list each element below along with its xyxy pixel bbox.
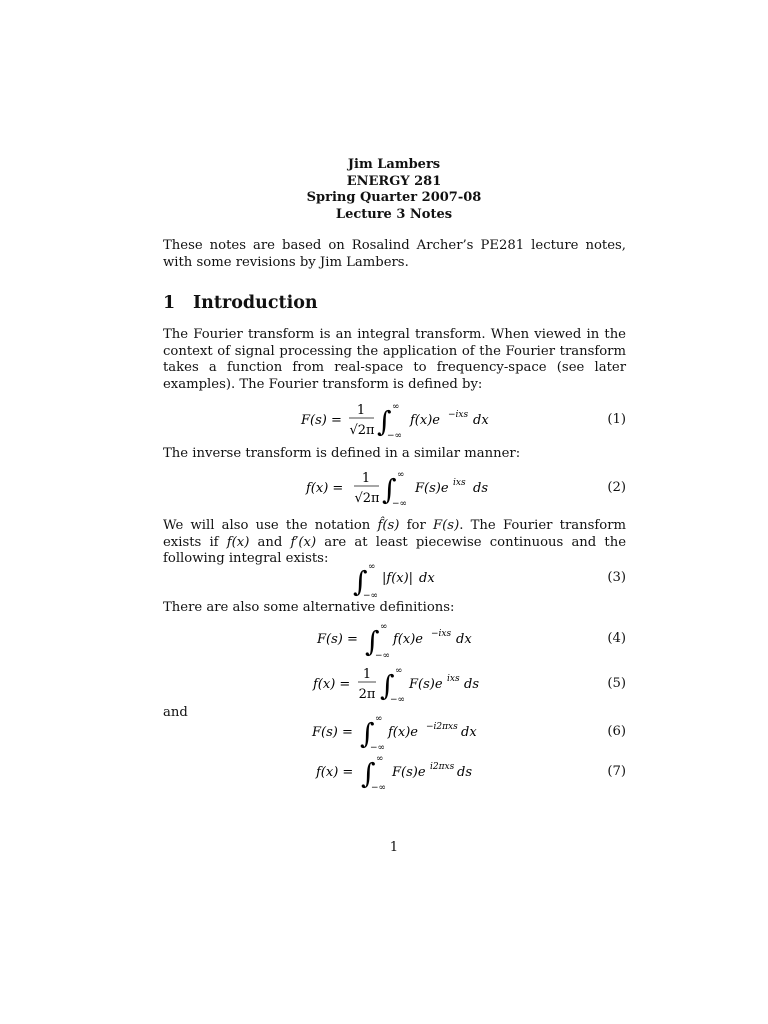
notation-f-x: f(x) bbox=[226, 534, 250, 550]
eq2-coef-den: √2π bbox=[354, 491, 380, 506]
eq7-lhs: f(x) = bbox=[316, 765, 354, 780]
eq4-lhs: F(s) = bbox=[317, 632, 358, 647]
notation-fprime-x: f′(x) bbox=[290, 534, 317, 550]
notation-fhat: f̂(s) bbox=[377, 518, 400, 533]
and-text: and bbox=[163, 705, 188, 720]
eq5-coef-num: 1 bbox=[362, 667, 372, 682]
inverse-paragraph: The inverse transform is defined in a similar manner: bbox=[163, 446, 521, 461]
eq4-differential: dx bbox=[456, 632, 472, 647]
eq1-integral-sign: ∫ bbox=[377, 405, 392, 438]
eq3-integrand: |f(x)| bbox=[382, 571, 414, 586]
notation-text-e: are at least piecewise continuous and the following integral exists: bbox=[163, 534, 627, 566]
eq6-integrand: f(x)e bbox=[388, 725, 418, 740]
eq3-lower-limit: −∞ bbox=[363, 591, 379, 601]
equation-3 bbox=[163, 560, 626, 600]
notation-text-a: We will also use the notation bbox=[163, 518, 378, 533]
eq1-coef-den: √2π bbox=[349, 423, 375, 438]
eq2-number: (2) bbox=[607, 480, 626, 495]
eq4-exponent: −ixs bbox=[431, 629, 452, 639]
section-number: 1 bbox=[163, 293, 176, 313]
eq1-upper-limit: ∞ bbox=[392, 402, 400, 412]
eq4-integrand: f(x)e bbox=[393, 632, 423, 647]
equation-4-formula bbox=[163, 620, 626, 660]
eq2-integral-sign: ∫ bbox=[382, 473, 397, 506]
eq7-differential: ds bbox=[457, 765, 472, 780]
term: Spring Quarter 2007-08 bbox=[306, 190, 482, 205]
section-heading bbox=[163, 293, 318, 313]
eq5-integrand: F(s)e bbox=[409, 677, 443, 692]
eq5-number: (5) bbox=[607, 676, 626, 691]
eq5-integral-sign: ∫ bbox=[380, 669, 395, 702]
equation-1-formula bbox=[163, 400, 626, 440]
equation-7 bbox=[163, 752, 626, 792]
eq2-upper-limit: ∞ bbox=[397, 470, 405, 480]
notation-text-c: . The Fourier transform exists if bbox=[163, 518, 627, 550]
eq7-number: (7) bbox=[607, 764, 626, 779]
eq2-integrand: F(s)e bbox=[415, 481, 449, 496]
eq1-differential: dx bbox=[473, 413, 489, 428]
eq2-exponent: ixs bbox=[453, 478, 466, 488]
equation-5-formula bbox=[163, 664, 626, 704]
eq5-upper-limit: ∞ bbox=[395, 666, 403, 676]
notation-text-d: and bbox=[249, 534, 291, 550]
eq5-exponent: ixs bbox=[447, 674, 460, 684]
eq6-integral-sign: ∫ bbox=[360, 717, 375, 750]
equation-2 bbox=[163, 468, 626, 508]
eq7-upper-limit: ∞ bbox=[376, 754, 384, 764]
alternatives-paragraph: There are also some alternative definitions: bbox=[163, 600, 455, 615]
eq7-integral-sign: ∫ bbox=[361, 757, 376, 790]
eq2-lhs: f(x) = bbox=[306, 481, 344, 496]
eq7-exponent: i2πxs bbox=[430, 762, 455, 772]
eq4-upper-limit: ∞ bbox=[380, 622, 388, 632]
preface-paragraph: These notes are based on Rosalind Archer’s PE281 lecture notes, with some revisions by Jim Lambers. bbox=[163, 238, 626, 270]
eq1-number: (1) bbox=[607, 412, 626, 427]
eq7-lower-limit: −∞ bbox=[371, 783, 387, 793]
eq2-differential: ds bbox=[473, 481, 488, 496]
equation-6-formula bbox=[163, 712, 626, 752]
eq6-number: (6) bbox=[607, 724, 626, 739]
eq6-upper-limit: ∞ bbox=[375, 714, 383, 724]
eq4-integral-sign: ∫ bbox=[365, 625, 380, 658]
eq2-coef-num: 1 bbox=[361, 471, 371, 486]
author-name: Jim Lambers bbox=[347, 157, 441, 172]
eq6-lower-limit: −∞ bbox=[370, 743, 386, 753]
eq3-integral-sign: ∫ bbox=[353, 565, 368, 598]
page-number: 1 bbox=[389, 840, 399, 855]
section-title: Introduction bbox=[193, 293, 318, 313]
eq5-lower-limit: −∞ bbox=[390, 695, 406, 705]
title-block bbox=[0, 157, 768, 223]
eq4-lower-limit: −∞ bbox=[375, 651, 391, 661]
equation-2-formula bbox=[163, 468, 626, 508]
eq5-differential: ds bbox=[464, 677, 479, 692]
eq5-coef-den: 2π bbox=[358, 687, 376, 702]
eq7-integrand: F(s)e bbox=[392, 765, 426, 780]
lecture-title: Lecture 3 Notes bbox=[335, 206, 453, 222]
notation-text-b: for bbox=[399, 518, 434, 533]
equation-3-formula bbox=[163, 560, 626, 600]
notation-F-s: F(s) bbox=[433, 518, 460, 533]
eq4-number: (4) bbox=[607, 631, 626, 646]
eq6-exponent: −i2πxs bbox=[426, 722, 458, 732]
equation-4 bbox=[163, 620, 626, 660]
eq3-number: (3) bbox=[607, 570, 626, 585]
eq1-lower-limit: −∞ bbox=[387, 431, 403, 441]
eq2-lower-limit: −∞ bbox=[392, 499, 408, 509]
eq6-lhs: F(s) = bbox=[312, 725, 353, 740]
course-code: ENERGY 281 bbox=[346, 173, 442, 189]
eq6-differential: dx bbox=[461, 725, 477, 740]
eq1-exponent: −ixs bbox=[448, 410, 469, 420]
eq3-upper-limit: ∞ bbox=[368, 562, 376, 572]
eq1-coef-num: 1 bbox=[356, 403, 366, 418]
eq1-lhs: F(s) = bbox=[301, 413, 342, 428]
eq3-differential: dx bbox=[419, 571, 435, 586]
eq1-integrand: f(x)e bbox=[410, 413, 440, 428]
equation-6 bbox=[163, 712, 626, 752]
equation-7-formula bbox=[163, 752, 626, 792]
eq5-lhs: f(x) = bbox=[313, 677, 351, 692]
equation-1 bbox=[163, 400, 626, 440]
equation-5 bbox=[163, 664, 626, 704]
intro-paragraph: The Fourier transform is an integral transform. When viewed in the context of signal processing the application of the Fourier transform takes a function from real-space to frequency-space (see later examples). The Fourier transform is defined by: bbox=[163, 327, 626, 392]
